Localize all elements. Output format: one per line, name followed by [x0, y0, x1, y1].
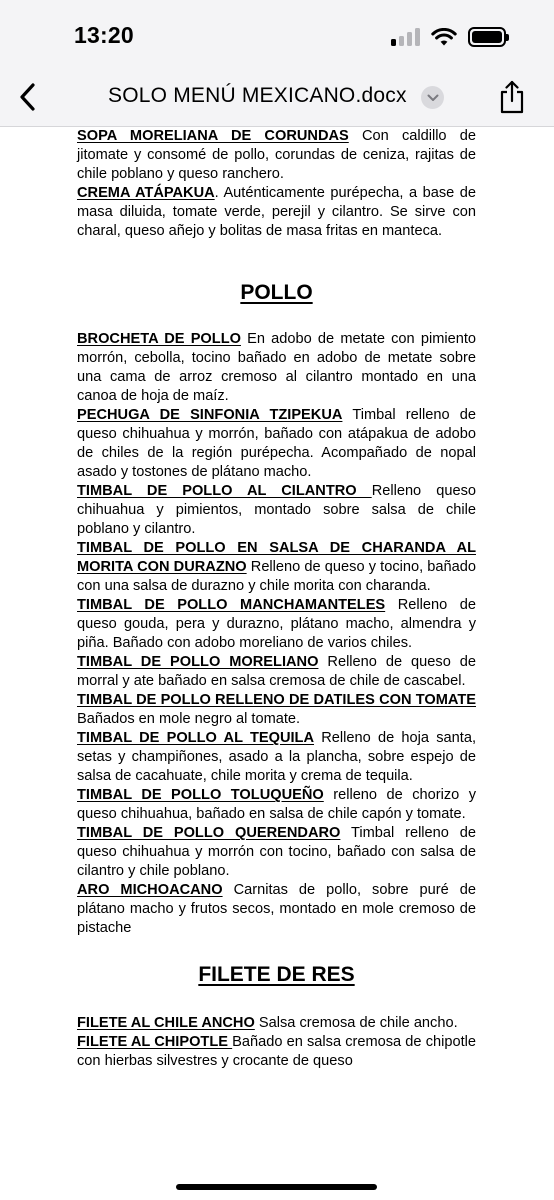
chevron-left-icon [18, 82, 36, 112]
top-bar [0, 0, 554, 127]
menu-entry [77, 786, 476, 824]
entry-description: Timbal relleno de queso chihuahua y morrón, bañado con atápakua de adobo de chiles de la región purépecha. Acompañado de nopal asado y tostones de plátano macho. [77, 407, 476, 480]
chevron-down-icon [427, 94, 439, 102]
entry-name: TIMBAL DE POLLO TOLUQUEÑO [77, 787, 324, 803]
entry-description: Bañado en salsa cremosa de chipotle con hierbas silvestres y crocante de queso [77, 1034, 476, 1069]
entry-description: Relleno queso chihuahua y pimientos, montado sobre salsa de chile poblano y cilantro. [77, 483, 476, 537]
menu-entry [77, 127, 476, 184]
entry-name: TIMBAL DE POLLO MANCHAMANTELES [77, 597, 386, 613]
menu-entry [77, 1014, 476, 1033]
menu-entry [77, 184, 476, 241]
menu-entry [77, 406, 476, 482]
home-indicator[interactable] [176, 1184, 377, 1190]
entry-name: TIMBAL DE POLLO AL CILANTRO [77, 483, 372, 499]
entry-name: TIMBAL DE POLLO AL TEQUILA [77, 730, 315, 746]
section-heading-filete-de-res: FILETE DE RES [198, 963, 355, 986]
entry-description: Relleno de queso y tocino, bañado con una salsa de durazno y chile morita con charanda. [77, 559, 476, 594]
menu-entry [77, 653, 476, 691]
menu-entry [77, 881, 476, 938]
share-button[interactable] [495, 78, 529, 116]
entry-name: ARO MICHOACANO [77, 882, 223, 898]
entry-name: TIMBAL DE POLLO EN SALSA DE CHARANDA AL MORITA CON DURAZNO [77, 540, 476, 575]
back-button[interactable] [10, 78, 44, 116]
title-menu-button[interactable] [421, 86, 444, 109]
section-heading-pollo: POLLO [240, 281, 313, 304]
entry-description: Con caldillo de jitomate y consomé de pollo, corundas de ceniza, rajitas de chile poblano y queso ranchero. [77, 128, 476, 182]
entry-name: FILETE AL CHIPOTLE [77, 1034, 233, 1050]
entry-name: SOPA MORELIANA DE CORUNDAS [77, 128, 349, 144]
entry-name: TIMBAL DE POLLO QUERENDARO [77, 825, 341, 841]
menu-entry [77, 824, 476, 881]
menu-entry [77, 729, 476, 786]
menu-entry [77, 596, 476, 653]
entry-name: BROCHETA DE POLLO [77, 331, 241, 347]
entry-description: Relleno de queso de morral y ate bañado en salsa cremosa de chile de cascabel. [77, 654, 476, 689]
entry-name: FILETE AL CHILE ANCHO [77, 1015, 255, 1031]
menu-entry [77, 539, 476, 596]
entry-description: En adobo de metate con pimiento morrón, cebolla, tocino bañado en adobo de metate sobre una cama de arroz cremoso al cilantro montado en una canoa de hoja de maíz. [77, 331, 476, 404]
entry-description: . Auténticamente purépecha, a base de masa diluida, tomate verde, perejil y cilantro. Se sirve con charal, queso añejo y bolitas de masa fritas en manteca. [77, 185, 476, 239]
entry-name: CREMA ATÁPAKUA [77, 185, 215, 201]
entry-description: Carnitas de pollo, sobre puré de plátano macho y frutos secos, montado en mole cremoso de pistache [77, 882, 476, 936]
entry-name: TIMBAL DE POLLO RELLENO DE DATILES CON TOMATE [77, 692, 476, 708]
entry-description: relleno de chorizo y queso chihuahua, bañado en salsa de chile capón y tomate. [77, 787, 477, 822]
entry-description: Bañados en mole negro al tomate. [77, 711, 301, 727]
menu-entry [77, 691, 476, 729]
entry-description: Relleno de hoja santa, setas y champiñones, asado a la plancha, sobre espejo de salsa de cacahuate, chile morita y crema de tequila. [77, 730, 476, 784]
menu-entry [77, 1033, 476, 1071]
wifi-icon [431, 28, 457, 47]
battery-icon [468, 27, 506, 47]
share-icon [498, 80, 526, 114]
status-time: 13:20 [74, 22, 134, 48]
status-icons [391, 26, 506, 48]
signal-icon [391, 28, 420, 46]
document-title[interactable]: SOLO MENÚ MEXICANO.docx [108, 84, 407, 107]
menu-entry [77, 482, 476, 539]
entry-description: Timbal relleno de queso chihuahua y morrón con tocino, bañado con salsa de cilantro y chile poblano. [77, 825, 476, 879]
entry-description: Relleno de queso gouda, pera y durazno, plátano macho, almendra y piña. Bañado con adobo moreliano de varios chiles. [77, 597, 476, 651]
entry-description: Salsa cremosa de chile ancho. [254, 1015, 458, 1031]
entry-name: PECHUGA DE SINFONIA TZIPEKUA [77, 407, 343, 423]
entry-name: TIMBAL DE POLLO MORELIANO [77, 654, 319, 670]
menu-entry [77, 330, 476, 406]
document-body [77, 127, 476, 1071]
